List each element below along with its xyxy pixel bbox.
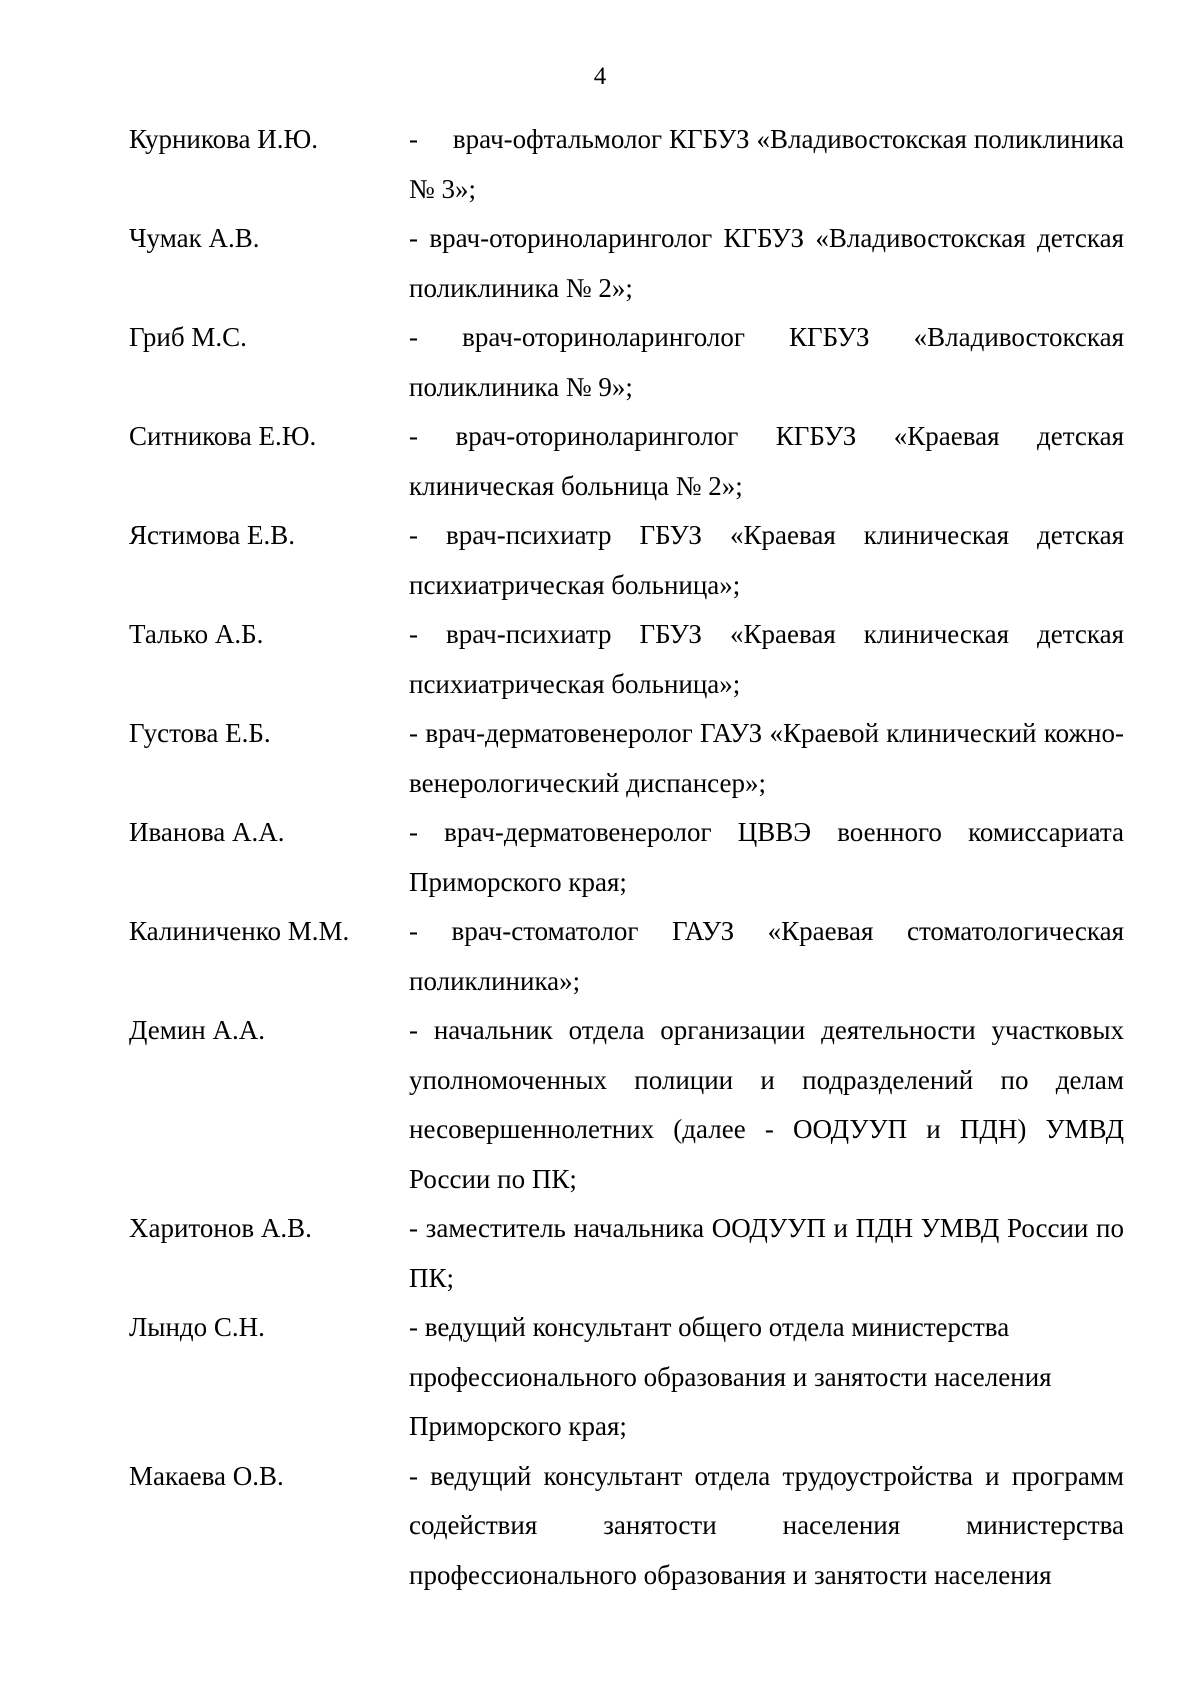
member-row (129, 808, 1124, 907)
member-role: - начальник отдела организации деятельности участковых уполномоченных полиции и подразделений по делам несовершеннолетних (далее - ООДУУП и ПДН) УМВД России по ПК; (409, 1015, 1124, 1194)
member-name: Чумак А.В. (129, 223, 260, 253)
member-name: Талько А.Б. (129, 619, 264, 649)
member-name: Курникова И.Ю. (129, 124, 318, 154)
page-number: 4 (593, 63, 607, 90)
member-role: - врач-психиатр ГБУЗ «Краевая клиническая детская психиатрическая больница»; (409, 520, 1124, 600)
member-name: Демин А.А. (129, 1015, 265, 1045)
member-role: - врач-дерматовенеролог ГАУЗ «Краевой клинический кожно-венерологический диспансер»; (409, 718, 1124, 798)
member-role: - ведущий консультант отдела трудоустройства и программ содействия занятости населения министерства профессионального образования и занятости населения (409, 1460, 1124, 1590)
member-role: - врач-психиатр ГБУЗ «Краевая клиническая детская психиатрическая больница»; (409, 619, 1124, 699)
member-row (129, 1303, 1124, 1452)
member-name: Ситникова Е.Ю. (129, 421, 317, 451)
member-row (129, 412, 1124, 511)
member-role: - врач-офтальмолог КГБУЗ «Владивостокская поликлиника № 3»; (409, 124, 1124, 204)
member-row (129, 610, 1124, 709)
commission-members-list (129, 115, 1124, 1600)
member-role: - врач-стоматолог ГАУЗ «Краевая стоматологическая поликлиника»; (409, 916, 1124, 996)
member-row (129, 313, 1124, 412)
member-role: - врач-оториноларинголог КГБУЗ «Краевая детская клиническая больница № 2»; (409, 421, 1124, 501)
member-name: Иванова А.А. (129, 817, 285, 847)
member-name: Ястимова Е.В. (129, 520, 295, 550)
member-row (129, 214, 1124, 313)
member-role: - врач-оториноларинголог КГБУЗ «Владивостокская детская поликлиника № 2»; (409, 223, 1124, 303)
member-row (129, 1452, 1124, 1601)
member-name: Гриб М.С. (129, 322, 247, 352)
member-row (129, 115, 1124, 214)
member-row (129, 709, 1124, 808)
member-row (129, 1006, 1124, 1204)
member-role: - врач-дерматовенеролог ЦВВЭ военного комиссариата Приморского края; (409, 817, 1124, 897)
member-role: - заместитель начальника ООДУУП и ПДН УМВД России по ПК; (409, 1213, 1124, 1293)
member-row (129, 511, 1124, 610)
member-name: Густова Е.Б. (129, 718, 271, 748)
member-role: - врач-оториноларинголог КГБУЗ «Владивостокская поликлиника № 9»; (409, 322, 1124, 402)
member-name: Харитонов А.В. (129, 1213, 312, 1243)
member-role: - ведущий консультант общего отдела министерства профессионального образования и занятости населения Приморского края; (409, 1312, 1052, 1441)
member-name: Лындо С.Н. (129, 1312, 265, 1342)
member-row (129, 1204, 1124, 1303)
member-name: Макаева О.В. (129, 1460, 284, 1491)
member-row (129, 907, 1124, 1006)
member-name: Калиниченко М.М. (129, 916, 350, 946)
